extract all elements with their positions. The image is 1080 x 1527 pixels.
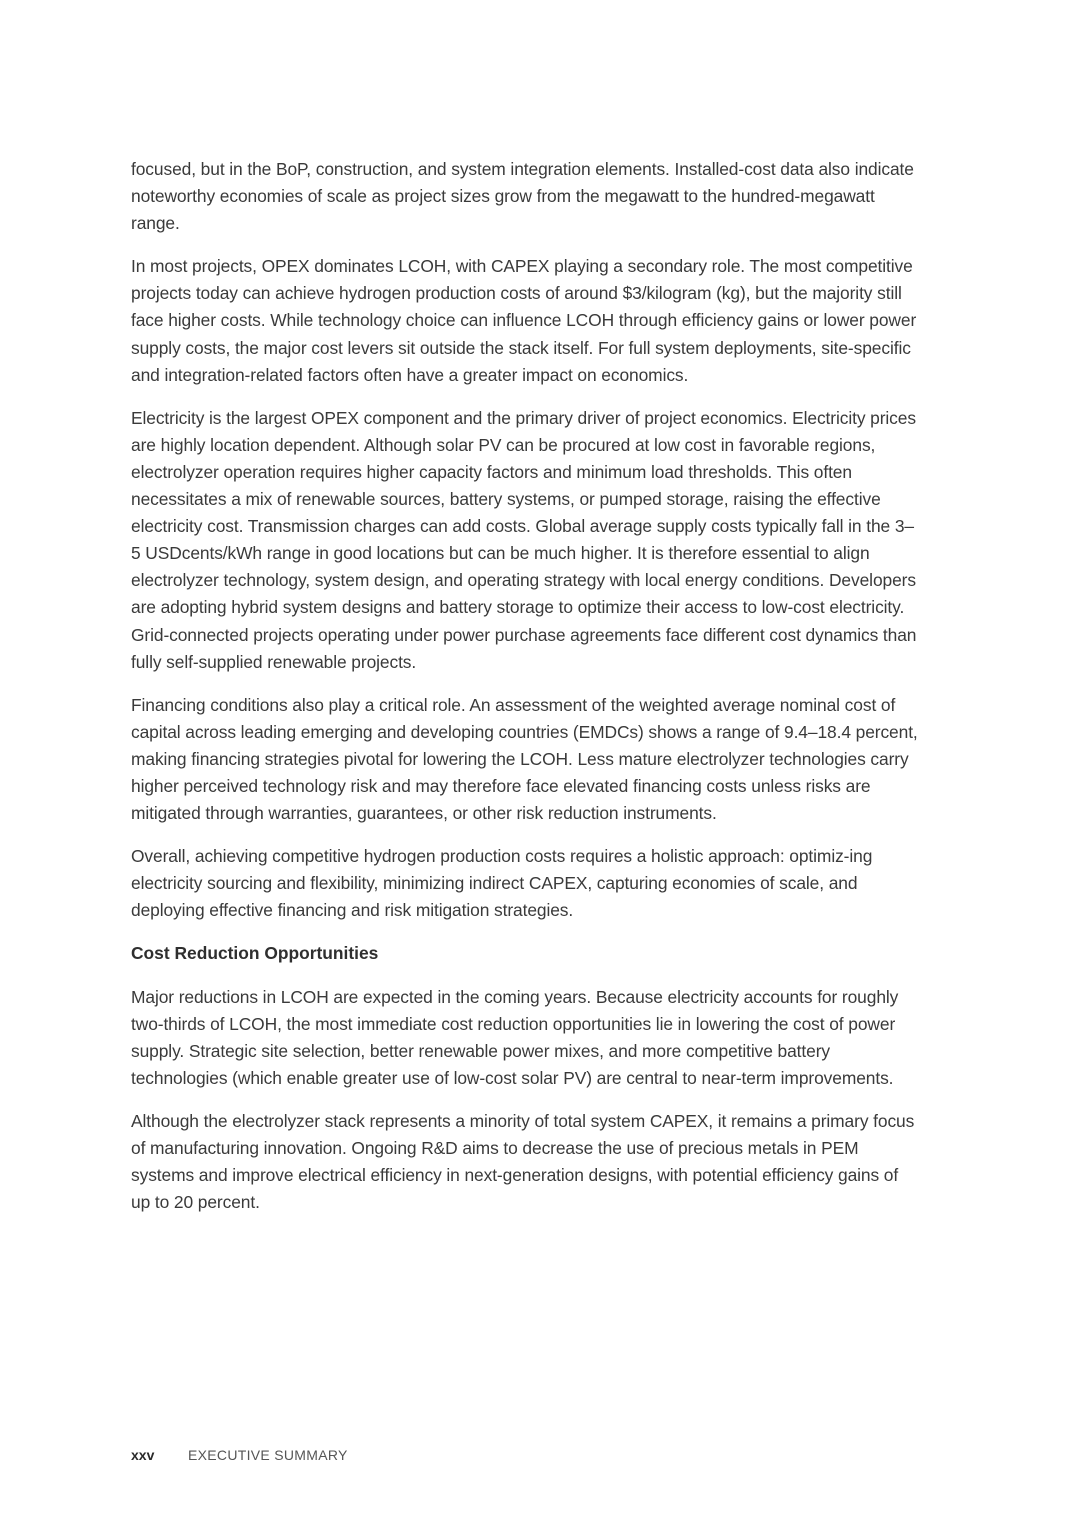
page-footer bbox=[131, 1444, 348, 1466]
section-paragraph: Major reductions in LCOH are expected in the coming years. Because electricity accounts for roughly two-thirds of LCOH, the most immediate cost reduction opportunities lie in lowering the cost of power supply. Strategic site selection, better renewable power mixes, and more competitive battery technologies (which enable greater use of low-cost solar PV) are central to near-term improvements. bbox=[131, 986, 899, 1088]
body-paragraph: focused, but in the BoP, construction, and system integration elements. Installed-cost data also indicate noteworthy economies of scale as project sizes grow from the megawatt to the hundred-megawatt range. bbox=[131, 159, 914, 234]
body-paragraph: In most projects, OPEX dominates LCOH, with CAPEX playing a secondary role. The most competitive projects today can achieve hydrogen production costs of around $3/kilogram (kg), but the majority still face higher costs. While technology choice can influence LCOH through efficiency gains or lower power supply costs, the major cost levers sit outside the stack itself. For full system deployments, site-specific and integration-related factors often have a greater impact on economics. bbox=[131, 256, 917, 385]
section-paragraph: Although the electrolyzer stack represents a minority of total system CAPEX, it remains a primary focus of manufacturing innovation. Ongoing R&D aims to decrease the use of precious metals in PEM systems and improve electrical efficiency in next-generation designs, with potential efficiency gains of up to 20 percent. bbox=[131, 1110, 915, 1213]
body-paragraph: Financing conditions also play a critical role. An assessment of the weighted average nominal cost of capital across leading emerging and developing countries (EMDCs) shows a range of 9.4–18.4 percent, making financing strategies pivotal for lowering the LCOH. Less mature electrolyzer technologies carry higher perceived technology risk and may therefore face elevated financing costs unless risks are mitigated through warranties, guarantees, or other risk reduction instruments. bbox=[131, 694, 918, 824]
section-heading: Cost Reduction Opportunities bbox=[131, 943, 379, 964]
body-paragraph: Electricity is the largest OPEX component and the primary driver of project economics. Electricity prices are highly location dependent. Although solar PV can be procured at low cost in favorable regions, electrolyzer operation requires higher capacity factors and minimum load thresholds. This often necessitates a mix of renewable sources, battery systems, or pumped storage, raising the effective electricity cost. Transmission charges can add costs. Global average supply costs typically fall in the 3–5 USDcents/kWh range in good locations but can be much higher. It is therefore essential to align electrolyzer technology, system design, and operating strategy with local energy conditions. Developers are adopting hybrid system designs and battery storage to optimize their access to low-cost electricity. Grid-connected projects operating under power purchase agreements face different cost dynamics than fully self-supplied renewable projects. bbox=[131, 407, 917, 672]
running-section-title: EXECUTIVE SUMMARY bbox=[188, 1447, 348, 1463]
page-body bbox=[131, 156, 921, 1232]
page-number: xxv bbox=[131, 1447, 155, 1463]
body-paragraph: Overall, achieving competitive hydrogen production costs requires a holistic approach: optimiz-ing electricity sourcing and flexibility, minimizing indirect CAPEX, capturing economies of scale, and deploying effective financing and risk mitigation strategies. bbox=[131, 846, 873, 921]
